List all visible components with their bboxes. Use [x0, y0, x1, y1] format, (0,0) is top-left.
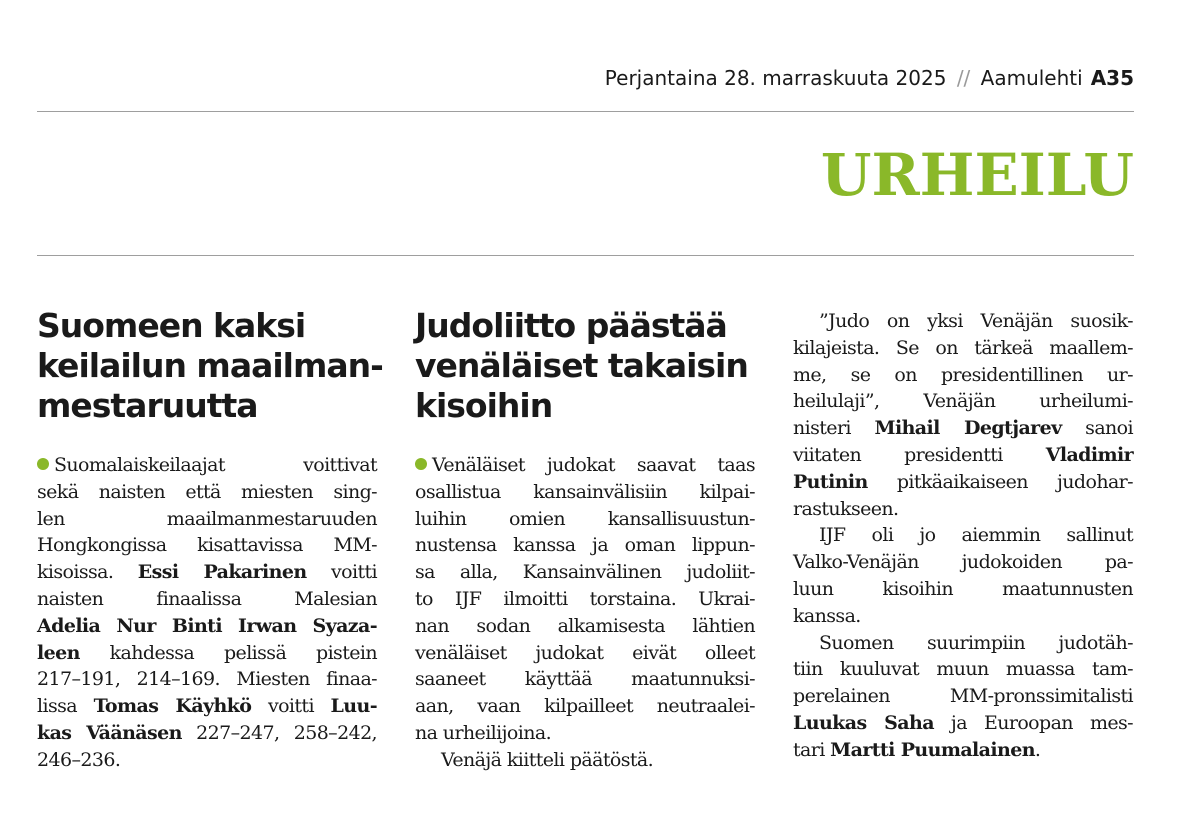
- text-line: nisteri Mihail Degtjarev sanoi: [793, 417, 1133, 440]
- text-line: rastukseen.: [793, 497, 899, 520]
- article-headline: [415, 306, 755, 426]
- text-line: aan, vaan kilpailleet neutraalei-: [415, 695, 755, 718]
- text-line: lissa Tomas Käyhkö voitti Luu-: [37, 695, 377, 718]
- text-line: kanssa.: [793, 604, 861, 627]
- page-header: [0, 66, 1134, 90]
- section-title: URHEILU: [820, 141, 1134, 209]
- text-line: kilajeista. Se on tärkeä maallem-: [793, 336, 1133, 359]
- text-line: leen kahdessa pelissä pistein: [37, 641, 377, 664]
- text-line: na urheilijoina.: [415, 721, 552, 744]
- article-judo: [415, 306, 755, 774]
- text-line: 246–236.: [37, 748, 121, 771]
- article-judo-continued: [793, 308, 1133, 764]
- text-line: Venäjä kiitteli päätöstä.: [441, 748, 654, 771]
- headline-line: Judoliitto päästää: [415, 306, 727, 345]
- article-headline: [37, 306, 383, 426]
- text-line: Hongkongissa kisattavissa MM-: [37, 534, 377, 557]
- text-line: sekä naisten että miesten sing-: [37, 480, 377, 503]
- text-line: 217–191, 214–169. Miesten finaa-: [37, 668, 377, 691]
- text-line: luihin omien kansallisuustun-: [415, 507, 755, 530]
- text-line: saaneet käyttää maatunnuksi-: [415, 668, 755, 691]
- bullet-dot-icon: [37, 458, 49, 470]
- headline-line: keilailun maailman-: [37, 346, 383, 385]
- bullet-dot-icon: [415, 458, 427, 470]
- text-line: Luukas Saha ja Euroopan mes-: [793, 711, 1133, 734]
- headline-line: kisoihin: [415, 386, 553, 425]
- header-separator: //: [956, 66, 971, 90]
- text-line: venäläiset judokat eivät olleet: [415, 641, 755, 664]
- headline-line: Suomeen kaksi: [37, 306, 306, 345]
- text-line: Suomen suurimpiin judotäh-: [819, 631, 1133, 654]
- section-divider: [37, 255, 1134, 256]
- text-line: kisoissa. Essi Pakarinen voitti: [37, 561, 378, 584]
- headline-line: mestaruutta: [37, 386, 258, 425]
- text-line: nustensa kanssa ja oman lippun-: [415, 534, 755, 557]
- article-body: [37, 452, 377, 774]
- text-line: Suomalaiskeilaajat voittivat: [37, 452, 377, 479]
- headline-line: venäläiset takaisin: [415, 346, 748, 385]
- text-line: Adelia Nur Binti Irwan Syaza-: [37, 614, 377, 637]
- text-line: len maailmanmestaruuden: [37, 507, 377, 530]
- article-paragraph: [415, 747, 755, 774]
- text-line: Putinin pitkäaikaiseen judohar-: [793, 470, 1133, 493]
- text-line: viitaten presidentti Vladimir: [793, 443, 1133, 466]
- text-line: naisten finaalissa Malesian: [37, 587, 377, 610]
- text-line: luun kisoihin maatunnusten: [793, 577, 1133, 600]
- text-line: osallistua kansainvälisiin kilpai-: [415, 480, 755, 503]
- text-line: sa alla, Kansainvälinen judoliit-: [415, 561, 755, 584]
- article-bowling: [37, 306, 383, 774]
- text-line: to IJF ilmoitti torstaina. Ukrai-: [415, 587, 755, 610]
- article-paragraph: [793, 522, 1133, 629]
- text-line: me, se on presidentillinen ur-: [793, 363, 1133, 386]
- text-line: perelainen MM-pronssimitalisti: [793, 685, 1133, 708]
- text-line: Venäläiset judokat saavat taas: [415, 452, 755, 479]
- text-line: tari Martti Puumalainen.: [793, 738, 1041, 761]
- text-line: Valko-Venäjän judokoiden pa-: [793, 551, 1133, 574]
- page-number: A35: [1090, 66, 1134, 90]
- article-body: [415, 452, 755, 747]
- issue-date: Perjantaina 28. marraskuuta 2025: [604, 66, 947, 90]
- text-line: IJF oli jo aiemmin sallinut: [819, 524, 1133, 547]
- newspaper-name: Aamulehti: [980, 66, 1083, 90]
- text-line: ”Judo on yksi Venäjän suosik-: [819, 310, 1133, 332]
- article-paragraph: [793, 630, 1133, 764]
- text-line: nan sodan alkamisesta lähtien: [415, 614, 755, 637]
- text-line: tiin kuuluvat muun muassa tam-: [793, 658, 1133, 681]
- text-line: heilulaji”, Venäjän urheilumi-: [793, 390, 1133, 413]
- article-paragraph: [793, 308, 1133, 522]
- text-line: kas Väänäsen 227–247, 258–242,: [37, 721, 377, 744]
- header-divider: [37, 111, 1134, 112]
